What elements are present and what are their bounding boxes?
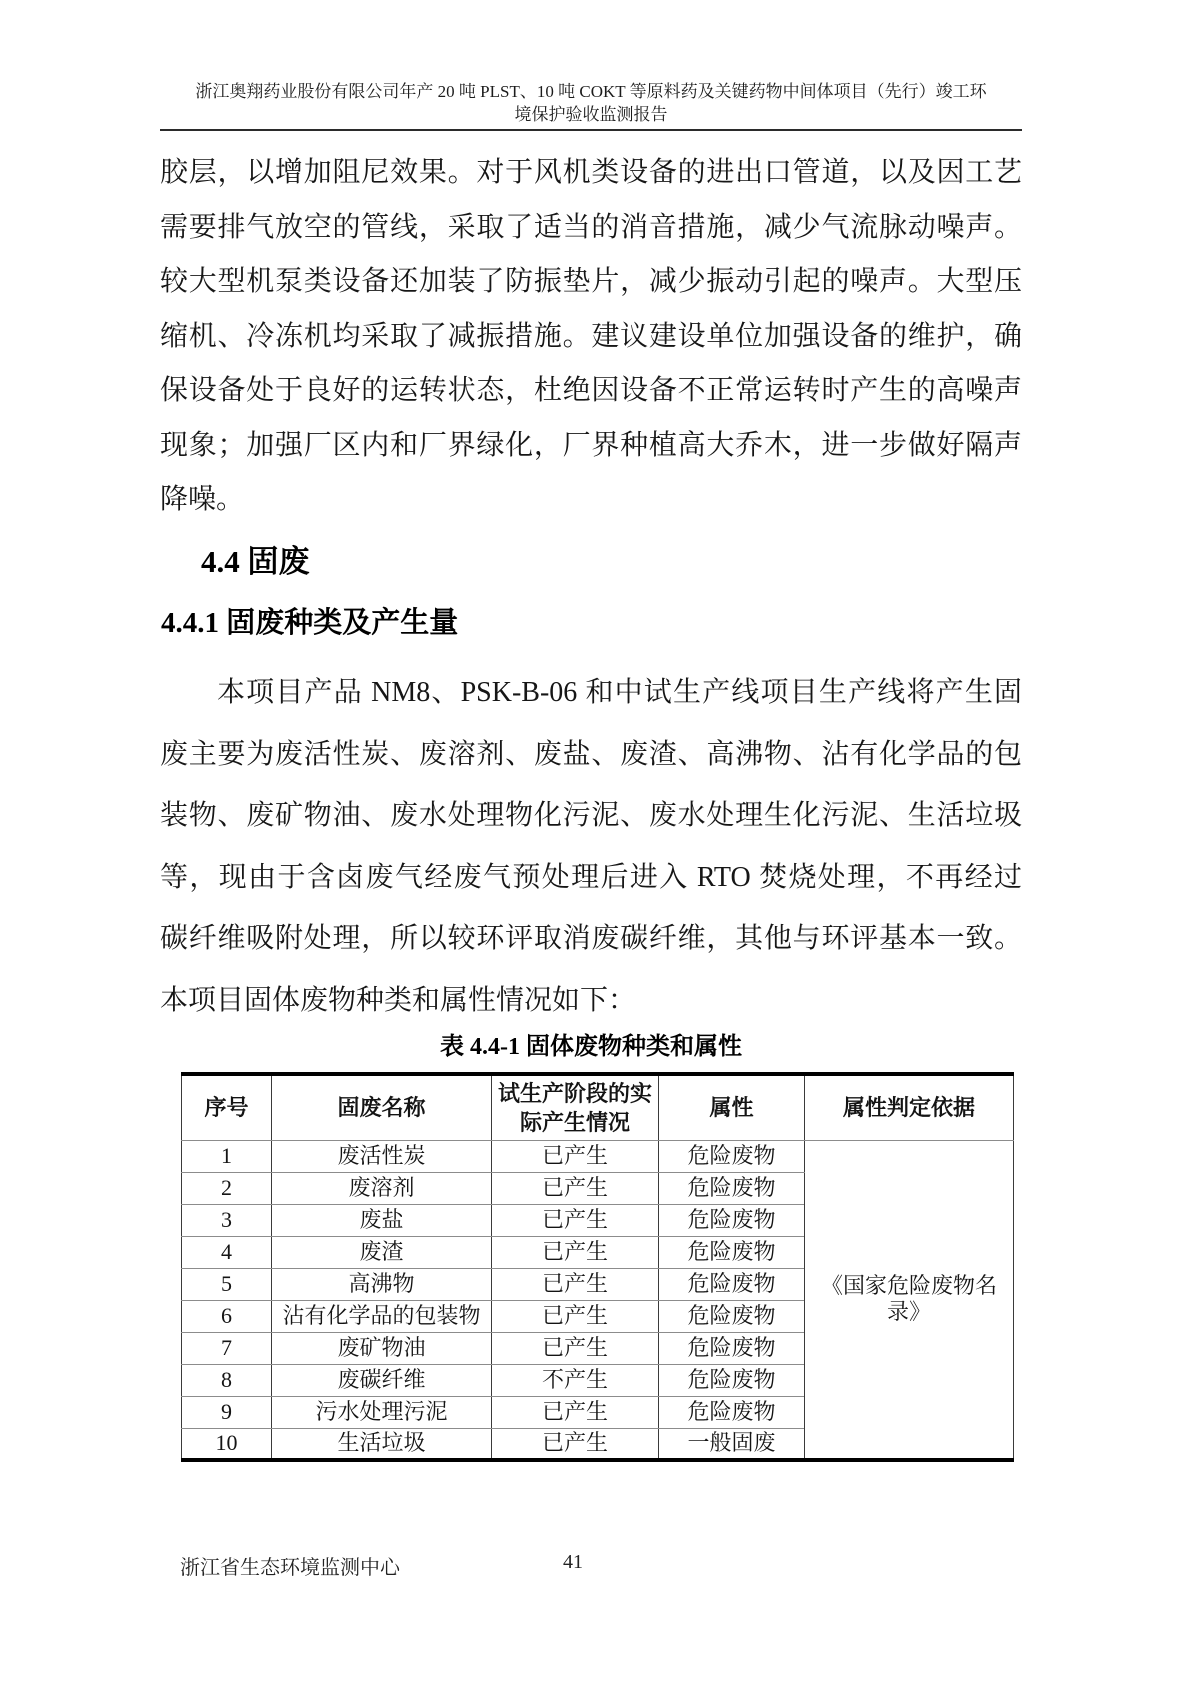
cell-name: 污水处理污泥 <box>272 1396 492 1428</box>
cell-basis-merged: 《国家危险废物名录》 <box>805 1140 1014 1460</box>
cell-name: 废碳纤维 <box>272 1364 492 1396</box>
running-header-line-1: 浙江奥翔药业股份有限公司年产 20 吨 PLST、10 吨 COKT 等原料药及关键药物中间体项目（先行）竣工环 <box>195 82 987 101</box>
section-heading-4-4-1: 4.4.1 固废种类及产生量 <box>161 607 459 639</box>
col-header-attr: 属性 <box>659 1074 805 1140</box>
running-header <box>160 80 1022 126</box>
footer-organization: 浙江省生态环境监测中心 <box>180 1557 400 1579</box>
cell-attr: 危险废物 <box>659 1268 805 1300</box>
cell-no: 2 <box>182 1172 272 1204</box>
cell-attr: 危险废物 <box>659 1364 805 1396</box>
cell-status: 已产生 <box>492 1140 659 1172</box>
col-header-name: 固废名称 <box>272 1074 492 1140</box>
cell-name: 高沸物 <box>272 1268 492 1300</box>
paragraph-line: 缩机、冷冻机均采取了减振措施。建议建设单位加强设备的维护，确 <box>160 320 1022 352</box>
cell-status: 不产生 <box>492 1364 659 1396</box>
cell-name: 废渣 <box>272 1236 492 1268</box>
col-header-basis: 属性判定依据 <box>805 1074 1014 1140</box>
cell-name: 生活垃圾 <box>272 1428 492 1460</box>
cell-status: 已产生 <box>492 1172 659 1204</box>
cell-no: 10 <box>182 1428 272 1460</box>
cell-attr: 危险废物 <box>659 1204 805 1236</box>
cell-no: 9 <box>182 1396 272 1428</box>
cell-status: 已产生 <box>492 1396 659 1428</box>
table-row <box>182 1140 1014 1172</box>
header-rule <box>160 129 1022 131</box>
paragraph-line: 碳纤维吸附处理，所以较环评取消废碳纤维，其他与环评基本一致。 <box>160 923 1022 954</box>
col-header-no: 序号 <box>182 1074 272 1140</box>
paragraph-line: 胶层，以增加阻尼效果。对于风机类设备的进出口管道，以及因工艺 <box>160 157 1022 188</box>
cell-status: 已产生 <box>492 1204 659 1236</box>
paragraph-line: 现象；加强厂区内和厂界绿化，厂界种植高大乔木，进一步做好隔声 <box>160 429 1022 461</box>
cell-attr: 一般固废 <box>659 1428 805 1460</box>
page-number: 41 <box>563 1551 583 1573</box>
cell-no: 8 <box>182 1364 272 1396</box>
cell-attr: 危险废物 <box>659 1140 805 1172</box>
paragraph-line: 等，现由于含卤废气经废气预处理后进入 RTO 焚烧处理，不再经过 <box>160 861 1022 893</box>
cell-name: 沾有化学品的包装物 <box>272 1300 492 1332</box>
cell-no: 6 <box>182 1300 272 1332</box>
col-header-status: 试生产阶段的实际产生情况 <box>492 1074 659 1140</box>
cell-status: 已产生 <box>492 1236 659 1268</box>
cell-attr: 危险废物 <box>659 1172 805 1204</box>
cell-status: 已产生 <box>492 1300 659 1332</box>
cell-name: 废活性炭 <box>272 1140 492 1172</box>
cell-name: 废矿物油 <box>272 1332 492 1364</box>
cell-no: 5 <box>182 1268 272 1300</box>
table-caption: 表 4.4-1 固体废物种类和属性 <box>440 1034 742 1060</box>
paragraph-noise-measures <box>160 146 1022 528</box>
cell-attr: 危险废物 <box>659 1332 805 1364</box>
paragraph-line: 较大型机泵类设备还加装了防振垫片，减少振动引起的噪声。大型压 <box>160 266 1022 297</box>
cell-status: 已产生 <box>492 1268 659 1300</box>
cell-no: 3 <box>182 1204 272 1236</box>
paragraph-line: 废主要为废活性炭、废溶剂、废盐、废渣、高沸物、沾有化学品的包 <box>160 738 1022 770</box>
cell-status: 已产生 <box>492 1428 659 1460</box>
paragraph-line: 装物、废矿物油、废水处理物化污泥、废水处理生化污泥、生活垃圾 <box>160 800 1022 831</box>
table-header-row <box>182 1074 1014 1140</box>
paragraph-line: 本项目固体废物种类和属性情况如下： <box>160 984 637 1016</box>
cell-attr: 危险废物 <box>659 1396 805 1428</box>
cell-status: 已产生 <box>492 1332 659 1364</box>
running-header-line-2: 境保护验收监测报告 <box>514 105 668 124</box>
paragraph-line: 需要排气放空的管线，采取了适当的消音措施，减少气流脉动噪声。 <box>160 211 1022 243</box>
cell-name: 废溶剂 <box>272 1172 492 1204</box>
paragraph-solid-waste <box>160 662 1022 1031</box>
paragraph-line: 保设备处于良好的运转状态，杜绝因设备不正常运转时产生的高噪声 <box>160 375 1022 406</box>
cell-attr: 危险废物 <box>659 1300 805 1332</box>
cell-no: 1 <box>182 1140 272 1172</box>
section-heading-4-4: 4.4 固废 <box>201 544 310 579</box>
paragraph-line: 本项目产品 NM8、PSK-B-06 和中试生产线项目生产线将产生固 <box>217 677 1022 708</box>
cell-no: 4 <box>182 1236 272 1268</box>
solid-waste-table <box>181 1072 1014 1462</box>
paragraph-line: 降噪。 <box>160 484 245 515</box>
cell-name: 废盐 <box>272 1204 492 1236</box>
cell-attr: 危险废物 <box>659 1236 805 1268</box>
cell-no: 7 <box>182 1332 272 1364</box>
